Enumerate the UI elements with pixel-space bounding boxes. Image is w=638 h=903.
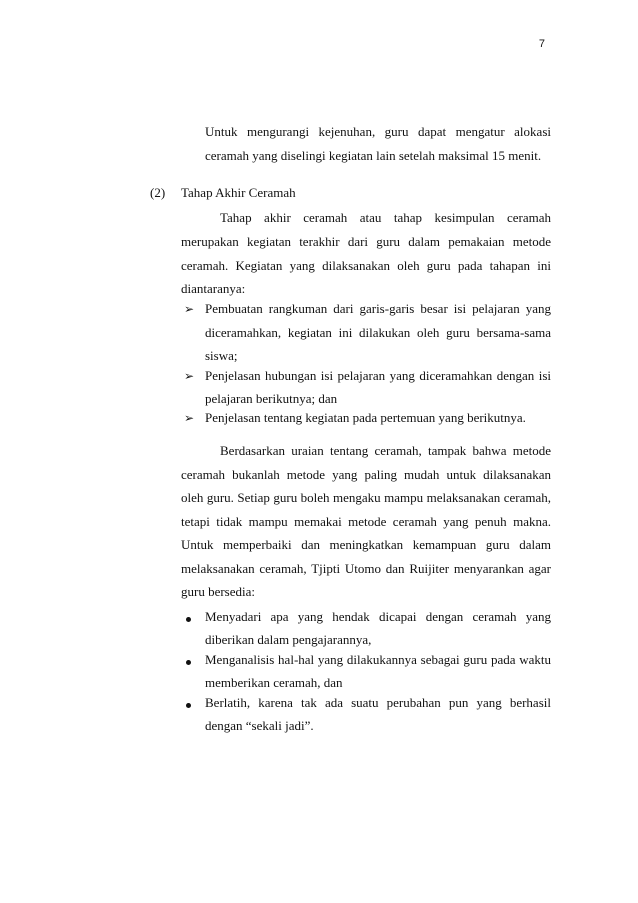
round-bullet-icon — [186, 703, 191, 708]
section-paragraph-line-3: ceramah. Kegiatan yang dilaksanakan oleh guru pada tahapan ini — [181, 258, 551, 273]
bullet-item-2-line-2: memberikan ceramah, dan — [205, 675, 343, 690]
arrow-item-2-line-1: Penjelasan hubungan isi pelajaran yang diceramahkan dengan isi — [205, 368, 551, 383]
arrow-item-3-line-1: Penjelasan tentang kegiatan pada pertemuan yang berikutnya. — [205, 410, 526, 425]
arrow-bullet-icon: ➢ — [184, 411, 195, 425]
bullet-item-1-line-1: Menyadari apa yang hendak dicapai dengan ceramah yang — [205, 609, 551, 624]
bullet-item-3-line-2: dengan “sekali jadi”. — [205, 718, 314, 733]
section-paragraph-line-4: diantaranya: — [181, 281, 246, 296]
intro-line-2: ceramah yang diselingi kegiatan lain setelah maksimal 15 menit. — [205, 148, 542, 163]
arrow-item-1-line-1: Pembuatan rangkuman dari garis-garis besar isi pelajaran yang — [205, 301, 551, 316]
conclusion-line-4: tetapi tidak mampu memakai metode ceramah yang penuh makna. — [181, 514, 551, 529]
round-bullet-icon — [186, 617, 191, 622]
arrow-bullet-icon: ➢ — [184, 302, 195, 316]
section-number: (2) — [150, 185, 166, 200]
conclusion-line-5: Untuk memperbaiki dan meningkatkan kemampuan guru dalam — [181, 537, 551, 552]
arrow-item-1-line-2: diceramahkan, kegiatan ini dilakukan oleh guru bersama-sama — [205, 325, 551, 340]
conclusion-line-2: ceramah bukanlah metode yang paling mudah untuk dilaksanakan — [181, 467, 551, 482]
round-bullet-icon — [186, 660, 191, 665]
conclusion-line-3: oleh guru. Setiap guru boleh mengaku mampu melaksanakan ceramah, — [181, 490, 551, 505]
arrow-item-2-line-2: pelajaran berikutnya; dan — [205, 391, 338, 406]
conclusion-line-7: guru bersedia: — [181, 584, 256, 599]
section-paragraph-line-2: merupakan kegiatan terakhir dari guru dalam pemakaian metode — [181, 234, 551, 249]
section-paragraph-line-1: Tahap akhir ceramah atau tahap kesimpulan ceramah — [220, 210, 551, 225]
bullet-item-1-line-2: diberikan dalam pengajarannya, — [205, 632, 372, 647]
bullet-item-3-line-1: Berlatih, karena tak ada suatu perubahan pun yang berhasil — [205, 695, 551, 710]
bullet-item-2-line-1: Menganalisis hal-hal yang dilakukannya sebagai guru pada waktu — [205, 652, 551, 667]
arrow-bullet-icon: ➢ — [184, 369, 195, 383]
section-title: Tahap Akhir Ceramah — [181, 185, 296, 200]
arrow-item-1-line-3: siswa; — [205, 348, 238, 363]
page-number: 7 — [538, 38, 545, 50]
intro-line-1: Untuk mengurangi kejenuhan, guru dapat mengatur alokasi — [205, 124, 551, 139]
conclusion-line-1: Berdasarkan uraian tentang ceramah, tampak bahwa metode — [220, 443, 551, 458]
conclusion-line-6: melaksanakan ceramah, Tjipti Utomo dan Ruijiter menyarankan agar — [181, 561, 551, 576]
